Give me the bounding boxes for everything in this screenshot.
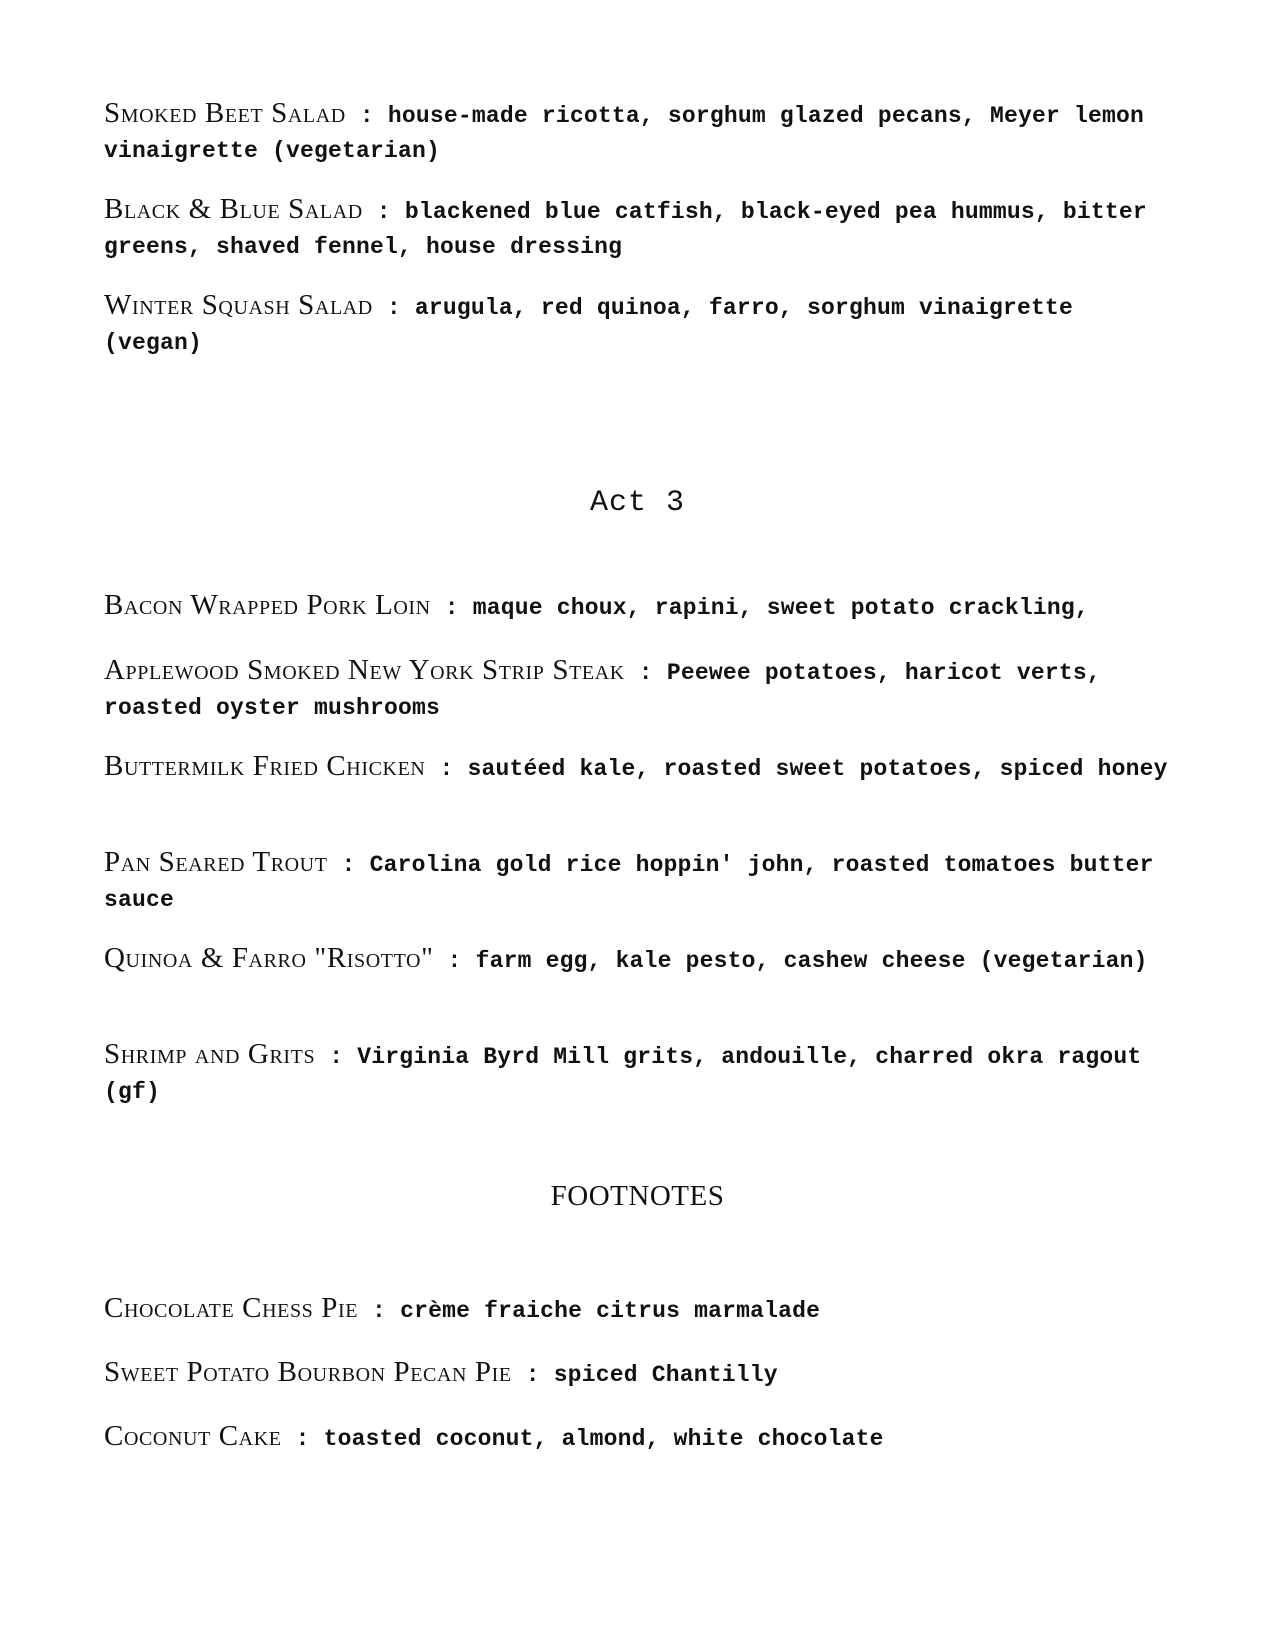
dish-description: toasted coconut, almond, white chocolate bbox=[323, 1426, 884, 1452]
separator: : bbox=[430, 595, 473, 621]
dish-name: Pan Seared Trout bbox=[104, 846, 328, 878]
menu-item-sweet-potato-bourbon-pecan-pie bbox=[104, 1355, 1184, 1393]
separator: : bbox=[327, 852, 370, 878]
dish-name: Shrimp and Grits bbox=[104, 1038, 316, 1070]
dish-name: Black & Blue Salad bbox=[104, 193, 363, 225]
separator: : bbox=[358, 1298, 401, 1324]
dish-name: Applewood Smoked New York Strip Steak bbox=[104, 654, 625, 686]
menu-item-smoked-beet-salad bbox=[104, 96, 1184, 169]
separator: : bbox=[281, 1426, 324, 1452]
menu-item-coconut-cake bbox=[104, 1419, 1184, 1457]
section-heading-act-3: Act 3 bbox=[589, 486, 685, 520]
dish-description: blackened blue catfish, black-eyed pea hummus, bitter greens, shaved fennel, house dressing bbox=[104, 199, 1147, 260]
dish-description: sautéed kale, roasted sweet potatoes, spiced honey bbox=[467, 756, 1168, 782]
dish-name: Quinoa & Farro "Risotto" bbox=[104, 942, 434, 974]
separator: : bbox=[315, 1044, 358, 1070]
menu-item-shrimp-and-grits bbox=[104, 1037, 1184, 1110]
dish-description: farm egg, kale pesto, cashew cheese (vegetarian) bbox=[475, 948, 1148, 974]
dish-name: Smoked Beet Salad bbox=[104, 97, 346, 129]
menu-item-bacon-wrapped-pork-loin bbox=[104, 588, 1184, 626]
menu-item-chocolate-chess-pie bbox=[104, 1291, 1184, 1329]
separator: : bbox=[511, 1362, 554, 1388]
dish-description: maque choux, rapini, sweet potato crackling, bbox=[472, 595, 1089, 621]
dish-name: Sweet Potato Bourbon Pecan Pie bbox=[104, 1356, 512, 1388]
dish-description: house-made ricotta, sorghum glazed pecans, Meyer lemon vinaigrette (vegetarian) bbox=[104, 103, 1144, 164]
dish-name: Winter Squash Salad bbox=[104, 289, 373, 321]
separator: : bbox=[425, 756, 468, 782]
separator: : bbox=[624, 660, 667, 686]
dish-description: arugula, red quinoa, farro, sorghum vinaigrette (vegan) bbox=[104, 295, 1073, 356]
dish-description: crème fraiche citrus marmalade bbox=[400, 1298, 821, 1324]
dish-name: Chocolate Chess Pie bbox=[104, 1292, 359, 1324]
separator: : bbox=[433, 948, 476, 974]
menu-item-buttermilk-fried-chicken bbox=[104, 749, 1184, 787]
dish-description: Carolina gold rice hoppin' john, roasted tomatoes butter sauce bbox=[104, 852, 1154, 913]
dish-name: Buttermilk Fried Chicken bbox=[104, 750, 426, 782]
separator: : bbox=[372, 295, 415, 321]
dish-description: spiced Chantilly bbox=[553, 1362, 778, 1388]
dish-name: Bacon Wrapped Pork Loin bbox=[104, 589, 431, 621]
menu-item-pan-seared-trout bbox=[104, 845, 1184, 918]
dish-description: Peewee potatoes, haricot verts, roasted oyster mushrooms bbox=[104, 660, 1101, 721]
section-heading-footnotes: FOOTNOTES bbox=[550, 1180, 725, 1212]
menu-item-new-york-strip-steak bbox=[104, 653, 1184, 726]
menu-item-quinoa-farro-risotto bbox=[104, 941, 1184, 979]
separator: : bbox=[345, 103, 388, 129]
separator: : bbox=[362, 199, 405, 225]
menu-item-winter-squash-salad bbox=[104, 288, 1184, 361]
menu-item-black-blue-salad bbox=[104, 192, 1184, 265]
dish-description: Virginia Byrd Mill grits, andouille, charred okra ragout (gf) bbox=[104, 1044, 1142, 1105]
dish-name: Coconut Cake bbox=[104, 1420, 282, 1452]
